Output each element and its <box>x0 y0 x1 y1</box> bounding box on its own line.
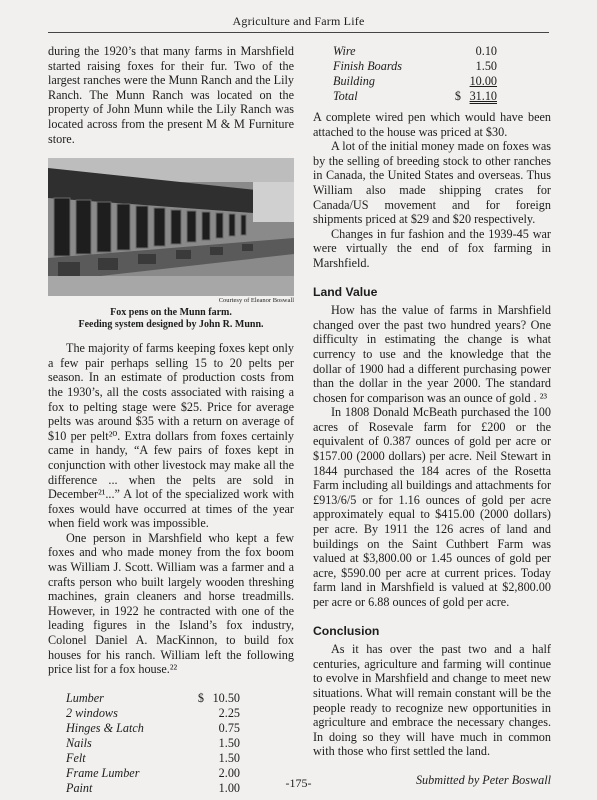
right-paragraph-4: How has the value of farms in Marshfield changed over the past two hundred years? One difficulty in estimating the change is what currency to use and the knowledge that the dollar of 1900 had a different purchasing power than the dollar in the year 2000. The standard chosen for comparison was an ounce of gold . ²³ <box>313 303 551 405</box>
price-total: 31.10 <box>469 89 497 103</box>
price-amount: 2.25 <box>218 705 240 720</box>
left-column <box>48 44 294 796</box>
price-item: Finish Boards <box>333 59 402 73</box>
price-item: Paint <box>66 780 93 795</box>
price-item: Total <box>333 89 358 103</box>
conclusion-heading: Conclusion <box>313 623 380 638</box>
price-currency <box>194 736 204 751</box>
right-paragraph-1: A complete wired pen which would have been attached to the house was priced at $30. <box>313 110 551 139</box>
price-amount: 10.00 <box>469 74 497 88</box>
price-row <box>66 721 240 736</box>
right-paragraph-2: A lot of the initial money made on foxes was by the selling of breeding stock to other ranches in Canada, the United States and overseas. Thus William also made shipping crates for Canada/US movement and for foreign shipments priced at $29 and $20 respectively. <box>313 139 551 227</box>
price-currency <box>451 74 461 89</box>
price-row <box>66 706 240 721</box>
left-paragraph-1: during the 1920’s that many farms in Marshfield started raising foxes for their fur. Two of the largest ranches were the Munn Ranch and the Lily Ranch. The Munn Ranch was located on the property of John Munn while the Lily Ranch was located across from the present M & M Furniture store. <box>48 44 294 146</box>
price-currency: $ <box>197 690 204 705</box>
price-currency <box>194 751 204 766</box>
photo-caption <box>48 307 294 331</box>
price-currency <box>194 706 204 721</box>
fox-pens-photo <box>48 158 294 296</box>
price-item: Lumber <box>66 690 104 705</box>
header-rule <box>48 32 549 33</box>
right-paragraph-5: In 1808 Donald McBeath purchased the 100 acres of Rosevale farm for £200 or the equivalent of 0.387 ounces of gold per acre or $157.00 (2000 dollars) per acre. Neil Stewart in 1844 purchased the 184 acres of the Rosetta Farm including all buildings and attachments for £913/6/5 or for 1.16 ounces of gold per acre approximately equal to $415.00 (2000 dollars) per acre. By 1911 the 126 acres of land and buildings on the Saint Cuthbert Farm was valued at $3,800.00 or 1.45 ounces of gold per acre, $590.00 per acre at current prices. Today farm land in Marshfield is valued at $2,800.00 per acre or 6.88 ounces of gold per acre. <box>313 405 551 609</box>
page-number: -175- <box>285 776 312 790</box>
right-paragraph-6: As it has over the past two and a half centuries, agriculture and farming will continue to evolve in Marshfield and change to meet new situations. What will remain constant will be the people ready to recognize new opportunities in agriculture and embrace the necessary changes. In doing so they will have much in common with those who first settled the land. <box>313 642 551 759</box>
price-amount: 0.75 <box>218 720 240 735</box>
caption-line-2: Feeding system designed by John R. Munn. <box>78 319 264 331</box>
fox-pens-illustration <box>48 158 294 296</box>
price-row <box>333 59 497 74</box>
price-row <box>66 691 240 706</box>
price-currency: $ <box>454 89 461 103</box>
price-item: Hinges & Latch <box>66 720 144 735</box>
price-amount: 0.10 <box>475 44 497 58</box>
price-currency <box>451 59 461 74</box>
price-row <box>333 74 497 89</box>
price-item: Building <box>333 74 375 88</box>
price-amount: 1.50 <box>475 59 497 73</box>
price-amount: 1.00 <box>218 780 240 795</box>
left-paragraph-3: One person in Marshfield who kept a few foxes and who made money from the fox boom was William J. Scott. William was a farmer and a crafts person who built largely wooden threshing machines, grain cleaners and horse treadmills. However, in 1922 he contracted with one of the leading figures in the Island’s fox industry, Colonel Daniel A. MacKinnon, to build fox houses for his ranch. William left the following price list for a fox house.²² <box>48 530 294 677</box>
price-list-part-2 <box>333 44 497 104</box>
price-currency <box>451 44 461 59</box>
price-row <box>333 44 497 59</box>
price-row <box>66 751 240 766</box>
right-column <box>313 44 551 788</box>
price-item: Nails <box>66 735 92 750</box>
price-row <box>66 736 240 751</box>
running-header: Agriculture and Farm Life <box>232 14 365 28</box>
price-item: Frame Lumber <box>66 765 140 780</box>
left-paragraph-2: The majority of farms keeping foxes kept only a few pair perhaps selling 15 to 20 pelts per season. In an estimate of production costs from the 1930’s, all the costs associated with raising a fox to pelting stage were $25. Price for average pelts was around $35 with a return on average of $10 per pelt²⁰. Extra dollars from foxes certainly came in handy, “A few pairs of foxes kept in conjunction with other livestock may make all the difference ... when the pelts are sold in December²¹...” A lot of the specialized work with foxes would have occurred at times of the year when field work was impossible. <box>48 341 294 531</box>
photo-credit: Courtesy of Eleanor Boswall <box>218 297 294 305</box>
price-row <box>333 89 497 104</box>
price-amount: 1.50 <box>218 750 240 765</box>
price-currency <box>194 721 204 736</box>
price-amount: 10.50 <box>212 690 240 705</box>
caption-line-1: Fox pens on the Munn farm. <box>110 307 232 319</box>
price-amount: 2.00 <box>218 765 240 780</box>
price-item: Wire <box>333 44 356 58</box>
price-amount: 1.50 <box>218 735 240 750</box>
signature-line: Submitted by Peter Boswall <box>415 772 551 787</box>
price-item: 2 windows <box>66 705 118 720</box>
price-item: Felt <box>66 750 86 765</box>
land-value-heading: Land Value <box>313 284 378 299</box>
right-paragraph-3: Changes in fur fashion and the 1939-45 war were virtually the end of fox farming in Marshfield. <box>313 226 551 270</box>
